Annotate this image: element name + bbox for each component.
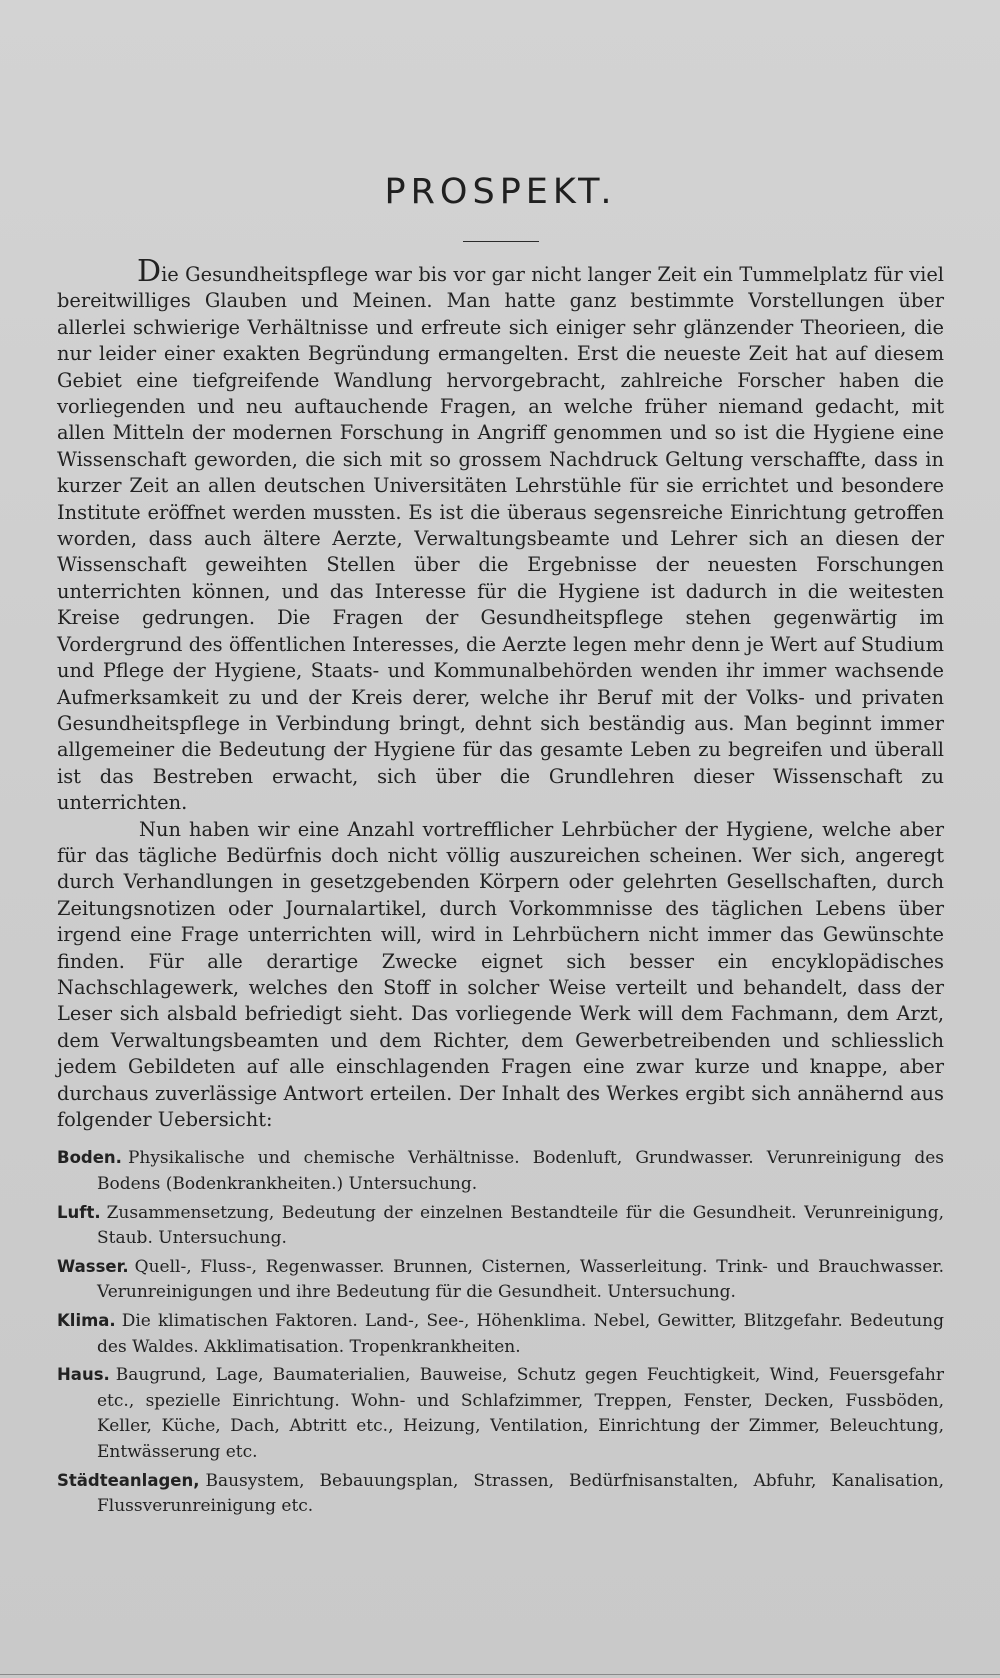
paragraph-intro [57, 254, 944, 817]
overview-item-luft [57, 1200, 944, 1252]
overview-item-staedteanlagen [57, 1468, 944, 1520]
overview-list [57, 1145, 944, 1519]
overview-text: Bausystem, Bebauungsplan, Strassen, Bedürfnisanstalten, Abfuhr, Kanalisation, Flussverunreinigung etc. [97, 1470, 944, 1517]
page-title: PROSPEKT. [384, 172, 617, 212]
overview-term: Boden. [57, 1148, 122, 1168]
overview-term: Haus. [57, 1365, 110, 1385]
paragraph-second: Nun haben wir eine Anzahl vortrefflicher Lehrbücher der Hygiene, welche aber für das tägliche Bedürfnis doch nicht völlig auszureichen scheinen. Wer sich, angeregt durch Verhandlungen in gesetzgebenden Körpern oder gelehrten Gesellschaften, durch Zeitungsnotizen oder Journalartikel, durch Vorkommnisse des täglichen Lebens über irgend eine Frage unterrichten will, wird in Lehrbüchern nicht immer das Gewünschte finden. Für alle derartige Zwecke eignet sich besser ein encyklopädisches Nachschlagewerk, welches den Stoff in solcher Weise verteilt und behandelt, dass der Leser sich alsbald befriedigt sieht. Das vorliegende Werk will dem Fachmann, dem Arzt, dem Verwaltungsbeamten und dem Richter, dem Gewerbetreibenden und schliesslich jedem Gebildeten auf alle einschlagenden Fragen eine zwar kurze und knappe, aber durchaus zuverlässige Antwort erteilen. Der Inhalt des Werkes ergibt sich annähernd aus folgender Uebersicht: [57, 817, 944, 1131]
overview-text: Physikalische und chemische Verhältnisse. Bodenluft, Grundwasser. Verunreinigung des Bodens (Bodenkrankheiten.) Untersuchung. [97, 1148, 944, 1194]
overview-term: Luft. [57, 1202, 101, 1222]
overview-item-haus [57, 1362, 944, 1465]
overview-item-boden [57, 1145, 944, 1197]
overview-term: Städteanlagen, [57, 1470, 200, 1490]
overview-text: Quell-, Fluss-, Regenwasser. Brunnen, Cisternen, Wasserleitung. Trink- und Brauchwasser. Verunreinigungen und ihre Bedeutung für die Gesundheit. Untersuchung. [97, 1256, 944, 1303]
page-edge-line [0, 1674, 1000, 1675]
overview-text: Die klimatischen Faktoren. Land-, See-, Höhenklima. Nebel, Gewitter, Blitzgefahr. Bedeutung des Waldes. Akklimatisation. Tropenkrankheiten. [97, 1310, 944, 1357]
title-divider [463, 241, 539, 242]
overview-item-wasser [57, 1254, 944, 1306]
overview-item-klima [57, 1308, 944, 1360]
overview-text: Baugrund, Lage, Baumaterialien, Bauweise, Schutz gegen Feuchtigkeit, Wind, Feuersgefahr etc., spezielle Einrichtung. Wohn- und Schlafzimmer, Treppen, Fenster, Decken, Fussböden, Keller, Küche, Dach, Abtritt etc., Heizung, Ventilation, Einrichtung der Zimmer, Beleuchtung, Entwässerung etc. [97, 1365, 944, 1462]
dropcap-letter: D [137, 254, 162, 289]
overview-term: Wasser. [57, 1256, 129, 1276]
paragraph-intro-text: ie Gesundheitspflege war bis vor gar nicht langer Zeit ein Tummelplatz für viel bereitwilliges Glauben und Meinen. Man hatte ganz bestimmte Vorstellungen über allerlei schwierige Verhältnisse und erfreute sich einiger sehr glänzender Theorieen, die nur leider einer exakten Begründung ermangelten. Erst die neueste Zeit hat auf diesem Gebiet eine tiefgreifende Wandlung hervorgebracht, zahlreiche Forscher haben die vorliegenden und neu auftauchende Fragen, an welche früher niemand gedacht, mit allen Mitteln der modernen Forschung in Angriff genommen und so ist die Hygiene eine Wissenschaft geworden, die sich mit so grossem Nachdruck Geltung verschaffte, dass in kurzer Zeit an allen deutschen Universitäten Lehrstühle für sie errichtet und besondere Institute eröffnet werden mussten. Es ist die überaus segensreiche Einrichtung getroffen worden, dass auch ältere Aerzte, Verwaltungsbeamte und Lehrer sich an diesen der Wissenschaft geweihten Stellen über die Ergebnisse der neuesten Forschungen unterrichten können, und das Interesse für die Hygiene ist dadurch in die weitesten Kreise gedrungen. Die Fragen der Gesundheitspflege stehen gegenwärtig im Vordergrund des öffentlichen Interesses, die Aerzte legen mehr denn je Wert auf Studium und Pflege der Hygiene, Staats- und Kommunalbehörden wenden ihr immer wachsende Aufmerksamkeit zu und der Kreis derer, welche ihr Beruf mit der Volks- und privaten Gesundheitspflege in Verbindung bringt, dehnt sich beständig aus. Man beginnt immer allgemeiner die Bedeutung der Hygiene für das gesamte Leben zu begreifen und überall ist das Bestreben erwacht, sich über die Grundlehren dieser Wissenschaft zu unterrichten. [57, 263, 944, 815]
overview-term: Klima. [57, 1310, 116, 1330]
overview-text: Zusammensetzung, Bedeutung der einzelnen Bestandteile für die Gesundheit. Verunreinigung, Staub. Untersuchung. [97, 1202, 944, 1249]
